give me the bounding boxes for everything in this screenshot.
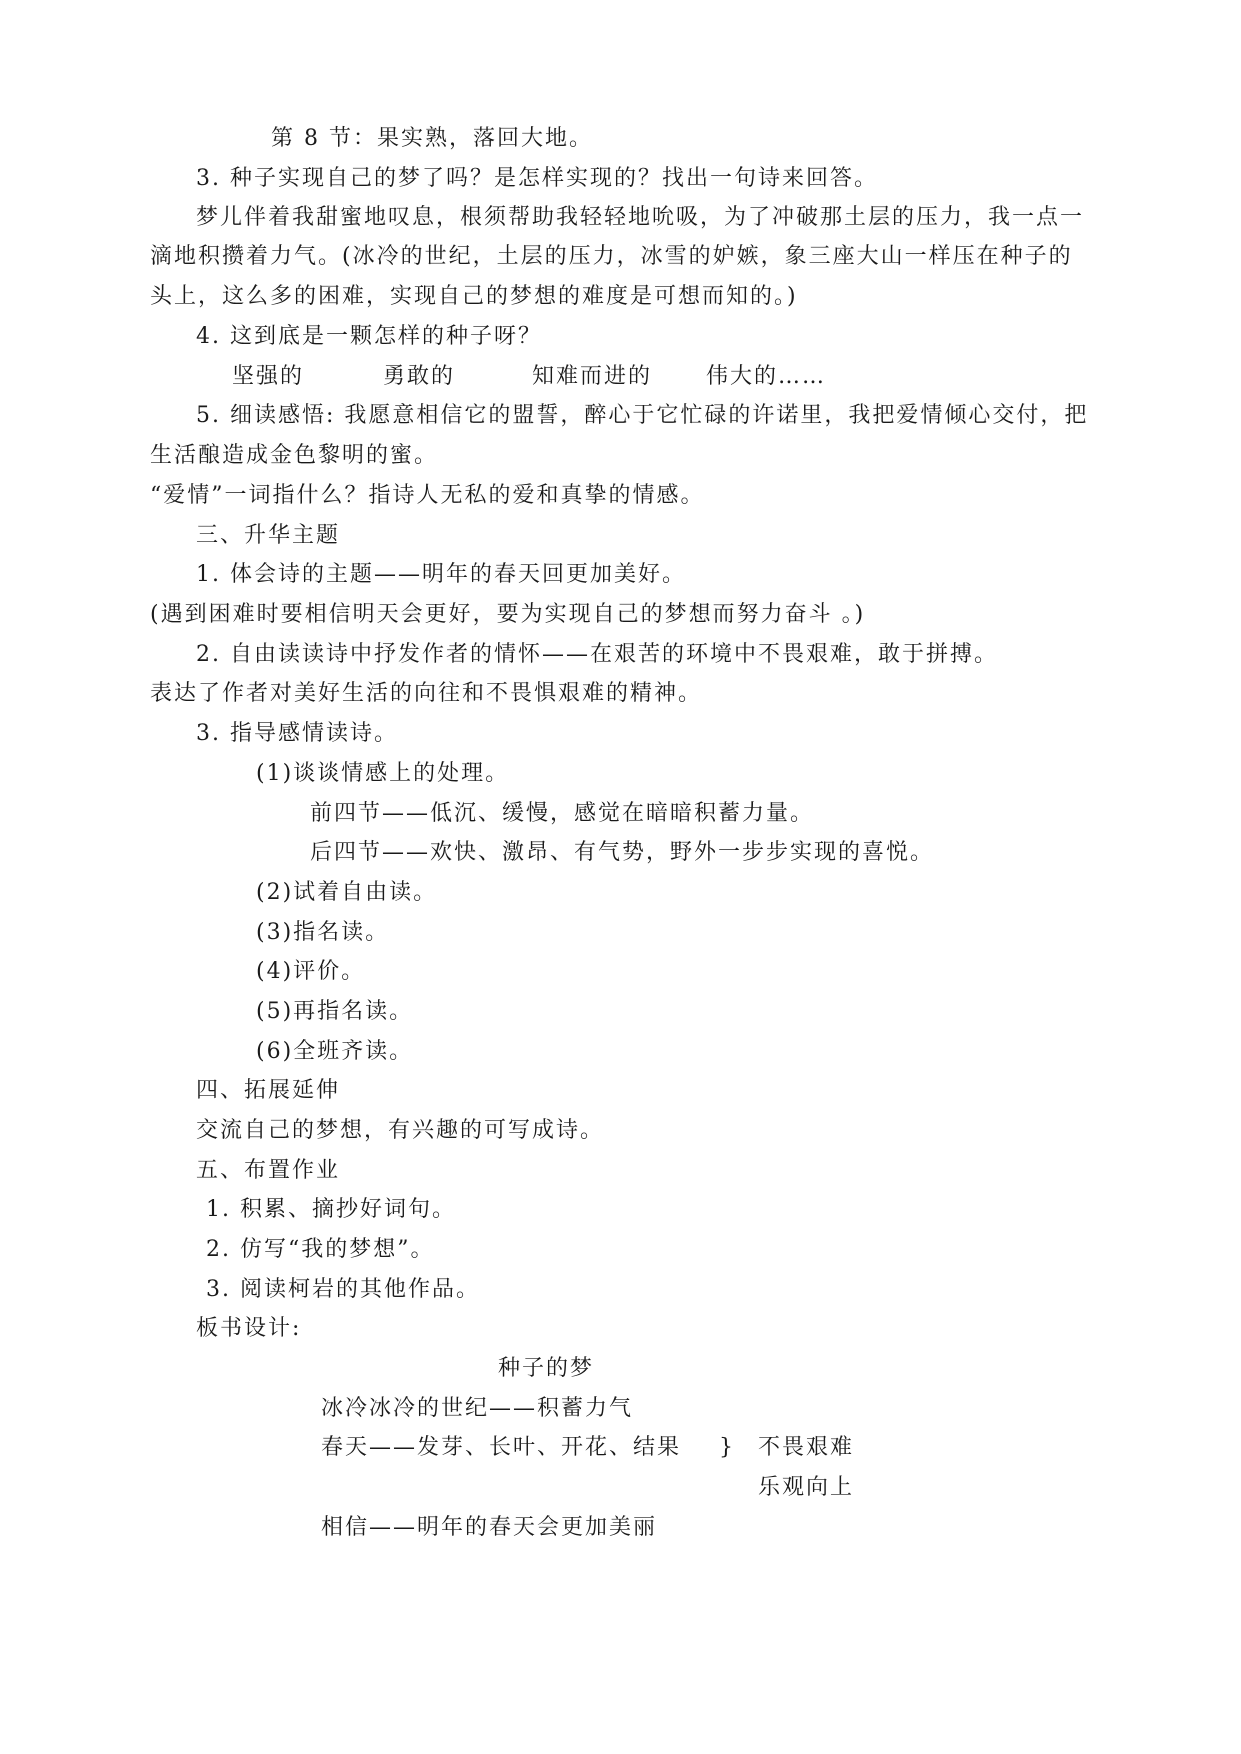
sub-item: (1)谈谈情感上的处理。 (256, 761, 510, 786)
question-4: 4. 这到底是一颗怎样的种子呀？ (196, 324, 542, 349)
adjective-item: 勇敢的 (383, 364, 456, 389)
section-heading: 四、拓展延伸 (196, 1078, 341, 1103)
text-line: 2. 自由读读诗中抒发作者的情怀——在艰苦的环境中不畏艰难，敢于拼搏。 (196, 642, 998, 667)
board-row: 相信——明年的春天会更加美丽 (321, 1515, 658, 1540)
sub-item: (3)指名读。 (256, 920, 390, 945)
section-heading: 三、升华主题 (196, 523, 341, 548)
text-line: 1. 体会诗的主题——明年的春天回更加美好。 (196, 562, 686, 587)
question-5: 5. 细读感悟: 我愿意相信它的盟誓，醉心于它忙碌的许诺里，我把爱情倾心交付，把 (196, 403, 1089, 428)
sub-item: (2)试着自由读。 (256, 880, 438, 905)
board-title: 种子的梦 (498, 1356, 595, 1381)
sub-item: (5)再指名读。 (256, 999, 414, 1024)
text-line: (遇到困难时要相信明天会更好，要为实现自己的梦想而努力奋斗 。) (150, 602, 866, 627)
section-heading: 五、布置作业 (196, 1158, 341, 1183)
poem-quote-line: 头上，这么多的困难，实现自己的梦想的难度是可想而知的。) (150, 284, 798, 309)
poem-quote-line: 滴地积攒着力气。(冰冷的世纪，土层的压力，冰雪的妒嫉，象三座大山一样压在种子的 (150, 244, 1073, 269)
sub-item: (4)评价。 (256, 959, 366, 984)
board-conclusion: 乐观向上 (758, 1475, 855, 1500)
sub-item-detail: 后四节——欢快、激昂、有气势，野外一步步实现的喜悦。 (310, 840, 935, 865)
adjective-item: 坚强的 (232, 364, 305, 389)
question-3: 3. 种子实现自己的梦了吗？是怎样实现的？找出一句诗来回答。 (196, 166, 878, 191)
poem-quote-line: 梦儿伴着我甜蜜地叹息，根须帮助我轻轻地吮吸，为了冲破那土层的压力，我一点一 (196, 205, 1085, 230)
homework-item: 1. 积累、摘抄好词句。 (206, 1197, 456, 1222)
homework-item: 3. 阅读柯岩的其他作品。 (206, 1277, 480, 1302)
board-row: 春天——发芽、长叶、开花、结果 (321, 1435, 682, 1460)
adjective-item: 知难而进的 (532, 364, 653, 389)
board-row: 冰冷冰冷的世纪——积蓄力气 (321, 1396, 634, 1421)
board-design-label: 板书设计: (196, 1316, 302, 1341)
text-line: 生活酿造成金色黎明的蜜。 (150, 443, 439, 468)
sub-item: (6)全班齐读。 (256, 1039, 414, 1064)
text-line: 第 8 节：果实熟，落回大地。 (271, 126, 593, 151)
text-line: 表达了作者对美好生活的向往和不畏惧艰难的精神。 (150, 681, 703, 706)
board-conclusion: 不畏艰难 (758, 1435, 855, 1460)
brace-symbol: } (719, 1435, 735, 1460)
sub-item-detail: 前四节——低沉、缓慢，感觉在暗暗积蓄力量。 (310, 801, 815, 826)
adjective-item: 伟大的…… (706, 364, 827, 389)
text-line: 交流自己的梦想，有兴趣的可写成诗。 (196, 1118, 605, 1143)
adjective-row (0, 364, 1241, 390)
text-line: “爱情”一词指什么？指诗人无私的爱和真挚的情感。 (150, 483, 705, 508)
text-line: 3. 指导感情读诗。 (196, 721, 398, 746)
homework-item: 2. 仿写“我的梦想”。 (206, 1237, 435, 1262)
